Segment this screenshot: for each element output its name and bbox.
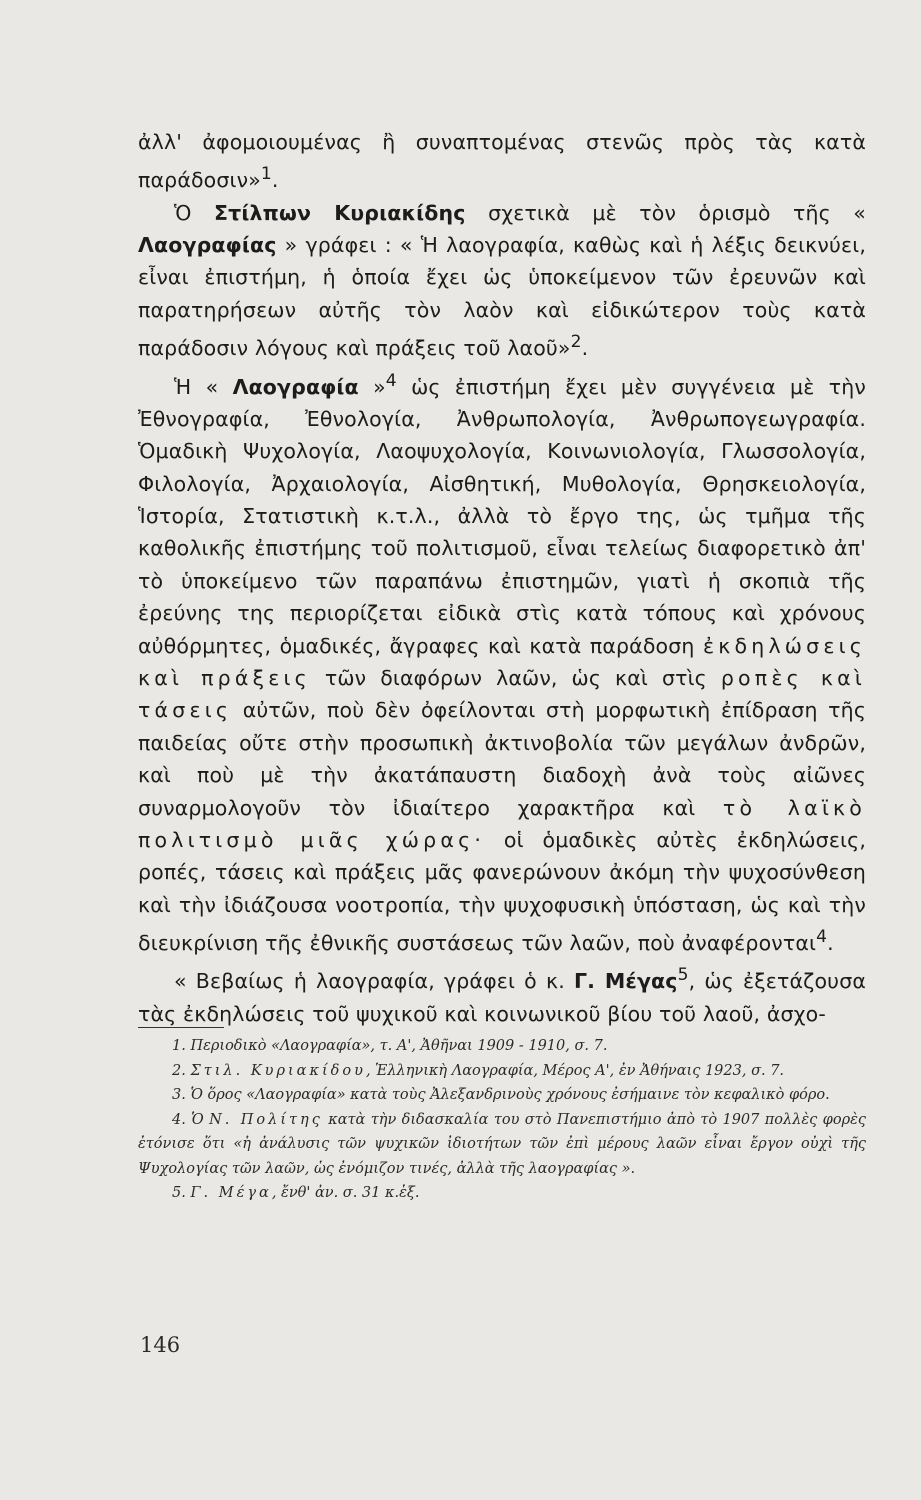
spaced-emphasis-1: ἐκδηλώσεις καὶ πράξεις: [138, 633, 866, 690]
footnotes: [138, 1034, 866, 1206]
author-name-kyriakides: Στίλπων Κυριακίδης: [214, 200, 466, 225]
author-name-megas: Γ. Μέγας: [573, 969, 678, 994]
paragraph-1: ἀλλ' ἀφομοιουμένας ἢ συναπτομένας στενῶς πρὸς τὰς κατὰ παράδοσιν»$^1$.: [138, 130, 866, 193]
footnote-ref-2: 2: [570, 332, 582, 353]
paragraph-2: Ὁ Στίλπων Κυριακίδης σχετικὰ μὲ τὸν ὁρισμὸ τῆς « Λαογραφίας » γράφει : « Ἡ λαογραφία, καθὼς καὶ ἡ λέξις δεικνύει, εἶναι ἐπιστήμη, ἡ ὁποία ἔχει ὡς ὑποκείμενον τῶν ἐρευνῶν καὶ παρατηρήσεων αὐτῆς τὸν λαὸν καὶ εἰδικώτερον τοὺς κατὰ παράδοσιν λόγους καὶ πράξεις τοῦ λαοῦ»$^2$.: [138, 200, 866, 361]
page-number: 146: [140, 1333, 181, 1357]
term-laografias: Λαογραφίας: [138, 233, 277, 258]
footnote-5: 5. Γ. Μέγα, ἔνθ' ἀν. σ. 31 κ.ἑξ.: [172, 1185, 420, 1201]
footnote-ref-1: 1: [260, 164, 272, 185]
spaced-emphasis-3: τὸ λαϊκὸ πολιτισμὸ μιᾶς χώρας·: [138, 795, 866, 853]
footnote-1: 1. Περιοδικὸ «Λαογραφία», τ. Α', Ἀθῆναι 1909 - 1910, σ. 7.: [172, 1038, 608, 1054]
paragraph-3: Ἡ « Λαογραφία »$^4$ ὡς ἐπιστήμη ἔχει μὲν συγγένεια μὲ τὴν Ἐθνογραφία, Ἐθνολογία, Ἀνθρωπολογία, Ἀνθρωπογεωγραφία. Ὁμαδικὴ Ψυχολογία, Λαοψυχολογία, Κοινωνιολογία, Γλωσσολογία, Φιλολογία, Ἀρχαιολογία, Αἰσθητική, Μυθολογία, Θρησκειολογία, Ἱστορία, Στατιστικὴ κ.τ.λ., ἀλλὰ τὸ ἔργο της, ὡς τμῆμα τῆς καθολικῆς ἐπιστήμης τοῦ πολιτισμοῦ, εἶναι τελείως διαφορετικὸ ἀπ' τὸ ὑποκείμενο τῶν παραπάνω ἐπιστημῶν, γιατὶ ἡ σκοπιὰ τῆς ἐρεύνης της περιορίζεται εἰδικὰ στὶς κατὰ τόπους καὶ χρόνους αὐθόρμητες, ὁμαδικές, ἄγραφες καὶ κατὰ παράδοση ἐκδηλώσεις καὶ πράξεις τῶν διαφόρων λαῶν, ὡς καὶ στὶς ροπὲς καὶ τάσεις αὐτῶν, ποὺ δὲν ὀφείλονται στὴ μορφωτικὴ ἐπίδραση τῆς παιδείας οὔτε στὴν προσωπικὴ ἀκτινοβολία τῶν μεγάλων ἀνδρῶν, καὶ ποὺ μὲ τὴν ἀκατάπαυστη διαδοχὴ ἀνὰ τοὺς αἰῶνες συναρμολογοῦν τὸν ἰδιαίτερο χαρακτῆρα καὶ τὸ λαϊκὸ πολιτισμὸ μιᾶς χώρας· οἱ ὁμαδικὲς αὐτὲς ἐκδηλώσεις, ροπές, τάσεις καὶ πράξεις μᾶς φανερώνουν ἀκόμη τὴν ψυχοσύνθεση καὶ τὴν ἰδιάζουσα νοοτροπία, τὴν ψυχοφυσικὴ ὑπόσταση, ὡς καὶ τὴν διευκρίνιση τῆς ἐθνικῆς συστάσεως τῶν λαῶν, ποὺ ἀναφέρονται$^4$.: [138, 370, 866, 956]
term-laografia: Λαογραφία: [232, 374, 359, 399]
footnote-4: 4. Ὁ Ν. Πολίτης κατὰ τὴν διδασκαλία του στὸ Πανεπιστήμιο ἀπὸ τὸ 1907 πολλὲς φορὲς ἐτόνισε ὅτι «ἡ ἀνάλυσις τῶν ψυχικῶν ἰδιοτήτων τῶν ἐπὶ μέρους λαῶν εἶναι ἔργον οὐχὶ τῆς Ψυχολογίας τῶν λαῶν, ὡς ἐνόμιζον τινές, ἀλλὰ τῆς λαογραφίας ».: [138, 1111, 866, 1177]
footnote-ref-3: 4: [385, 370, 397, 391]
footnote-3: 3. Ὁ ὅρος «Λαογραφία» κατὰ τοὺς Ἀλεξανδρινοὺς χρόνους ἐσήμαινε τὸν κεφαλικὸ φόρο.: [172, 1087, 830, 1103]
paragraph-4: « Βεβαίως ἡ λαογραφία, γράφει ὁ κ. Γ. Μέγας$^5$, ὡς ἐξετάζουσα τὰς ἐκδηλώσεις τοῦ ψυχικοῦ καὶ κοινωνικοῦ βίου τοῦ λαοῦ, ἀσχο-: [138, 965, 866, 1026]
footnote-separator: [138, 1027, 224, 1028]
footnote-ref-4: 4: [816, 927, 828, 948]
main-text: [138, 126, 866, 1030]
spaced-emphasis-2: ροπὲς καὶ τάσεις: [138, 665, 866, 723]
footnote-2: 2. Στιλ. Κυριακίδου, Ἑλληνικὴ Λαογραφία, Μέρος Α', ἐν Ἀθήναις 1923, σ. 7.: [172, 1062, 785, 1079]
footnote-ref-5: 5: [677, 965, 689, 986]
